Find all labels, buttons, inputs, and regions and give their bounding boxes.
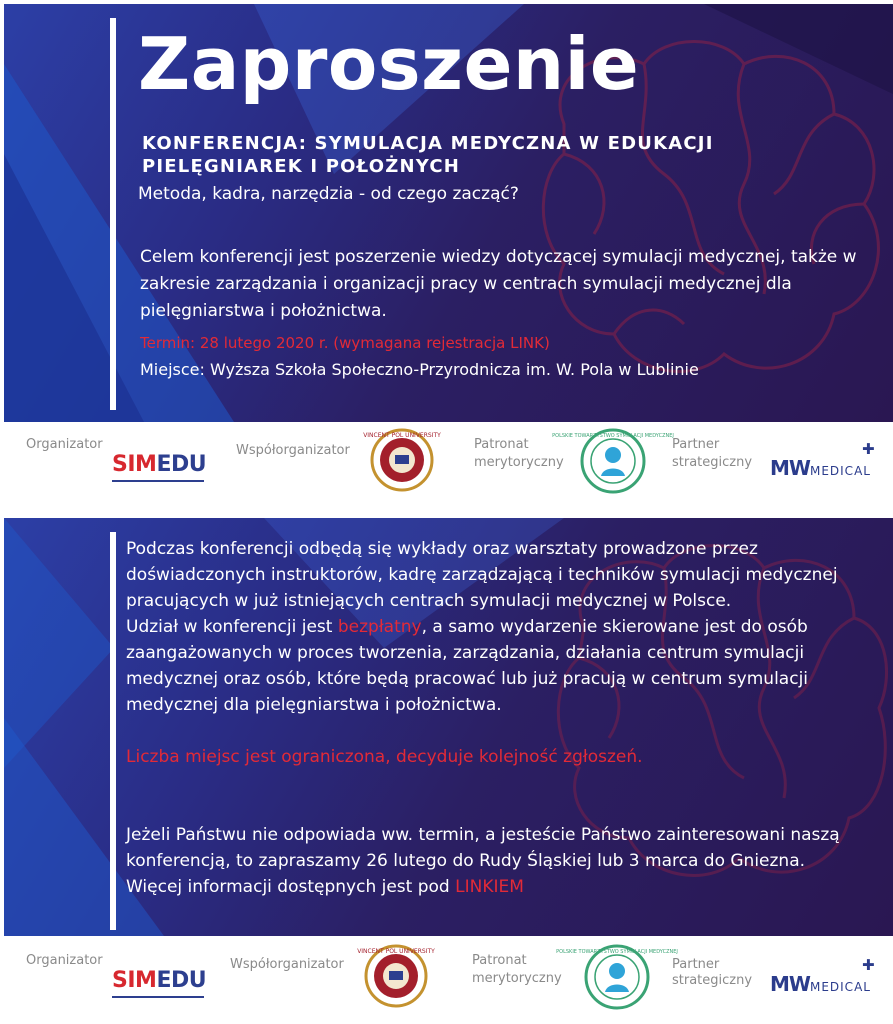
plus-icon: ✚ bbox=[862, 956, 875, 974]
svg-text:POLSKIE TOWARZYSTWO SYMULACJI: POLSKIE TOWARZYSTWO SYMULACJI MEDYCZNEJ bbox=[556, 949, 678, 955]
coorganizer-label: Współorganizator bbox=[236, 443, 350, 458]
patron-label-line2: merytoryczny bbox=[474, 455, 564, 470]
conference-title: KONFERENCJA: SYMULACJA MEDYCZNA W EDUKACJI PIELĘGNIAREK I POŁOŻNYCH bbox=[142, 133, 714, 177]
partner-label-line2: strategiczny bbox=[672, 973, 753, 988]
svg-text:POLSKIE TOWARZYSTWO SYMULACJI: POLSKIE TOWARZYSTWO SYMULACJI MEDYCZNEJ bbox=[552, 433, 674, 439]
conference-date-link[interactable]: Termin: 28 lutego 2020 r. (wymagana rejestracja LINK) bbox=[140, 334, 550, 352]
patron-label-line1: Patronat bbox=[474, 437, 529, 452]
conference-place: Miejsce: Wyższa Szkoła Społeczno-Przyrodnicza im. W. Pola w Lublinie bbox=[140, 360, 699, 379]
sponsor-bar-top bbox=[4, 422, 893, 504]
svg-text:VINCENT POL UNIVERSITY: VINCENT POL UNIVERSITY bbox=[363, 432, 441, 439]
accent-vertical-bar bbox=[110, 532, 116, 930]
partner-label-line2: strategiczny bbox=[672, 455, 753, 470]
patron-label-line1: Patronat bbox=[472, 953, 527, 968]
mw-medical-logo: MWMEDICAL ✚ bbox=[770, 956, 875, 996]
mw-medical-logo: MWMEDICAL ✚ bbox=[770, 440, 875, 480]
alternative-dates-paragraph: Jeżeli Państwu nie odpowiada ww. termin, a jesteście Państwo zainteresowani naszą konferencją, to zapraszamy 26 lutego do Rudy Śląskiej lub 3 marca do Gniezna. Więcej informacji dostępnych jest pod LINKIEM bbox=[126, 825, 840, 897]
free-badge: bezpłatny bbox=[337, 617, 422, 637]
medical-society-seal-icon bbox=[556, 944, 678, 1010]
simedu-underline bbox=[112, 996, 204, 998]
partner-label-line1: Partner bbox=[672, 437, 720, 452]
conference-details bbox=[126, 536, 866, 900]
plus-icon: ✚ bbox=[862, 440, 875, 458]
medical-society-seal-icon bbox=[552, 428, 674, 494]
simedu-logo: SIMEDU bbox=[112, 968, 207, 993]
organizer-label: Organizator bbox=[26, 953, 103, 968]
sponsor-bar-bottom bbox=[4, 938, 893, 1020]
conference-description: Celem konferencji jest poszerzenie wiedzy dotyczącej symulacji medycznej, także w zakresie zarządzania i organizacji pracy w centrach symulacji medycznej dla pielęgniarstwa i położnictwa. bbox=[140, 247, 857, 321]
page-title: Zaproszenie bbox=[138, 22, 640, 106]
more-info-link[interactable]: LINKIEM bbox=[455, 877, 524, 897]
invitation-panel-bottom bbox=[4, 518, 893, 936]
patron-label-line2: merytoryczny bbox=[472, 971, 562, 986]
university-seal-icon bbox=[357, 944, 435, 1008]
partner-label-line1: Partner bbox=[672, 957, 720, 972]
accent-vertical-bar bbox=[110, 18, 116, 410]
organizer-label: Organizator bbox=[26, 437, 103, 452]
simedu-logo: SIMEDU bbox=[112, 452, 207, 477]
conference-subtitle: Metoda, kadra, narzędzia - od czego zacząć? bbox=[138, 184, 519, 204]
details-paragraph: Podczas konferencji odbędą się wykłady oraz warsztaty prowadzone przez doświadczonych instruktorów, kadrę zarządzającą i techników symulacji medycznej pracujących w już istniejących centrach symulacji medycznej w Polsce. bbox=[126, 539, 838, 611]
svg-text:VINCENT POL UNIVERSITY: VINCENT POL UNIVERSITY bbox=[357, 948, 435, 955]
coorganizer-label: Współorganizator bbox=[230, 957, 344, 972]
limited-seats-notice: Liczba miejsc jest ograniczona, decyduje kolejność zgłoszeń. bbox=[126, 747, 643, 767]
invitation-panel-top bbox=[4, 4, 893, 422]
participation-paragraph: Udział w konferencji jest bezpłatny, a samo wydarzenie skierowane jest do osób zaangażowanych w proces tworzenia, zarządzania, działania centrum symulacji medycznej oraz osób, które będą pracować lub już pracują w centrum symulacji medycznej dla pielęgniarstwa i położnictwa. bbox=[126, 617, 809, 715]
simedu-underline bbox=[112, 480, 204, 482]
university-seal-icon bbox=[363, 428, 441, 492]
